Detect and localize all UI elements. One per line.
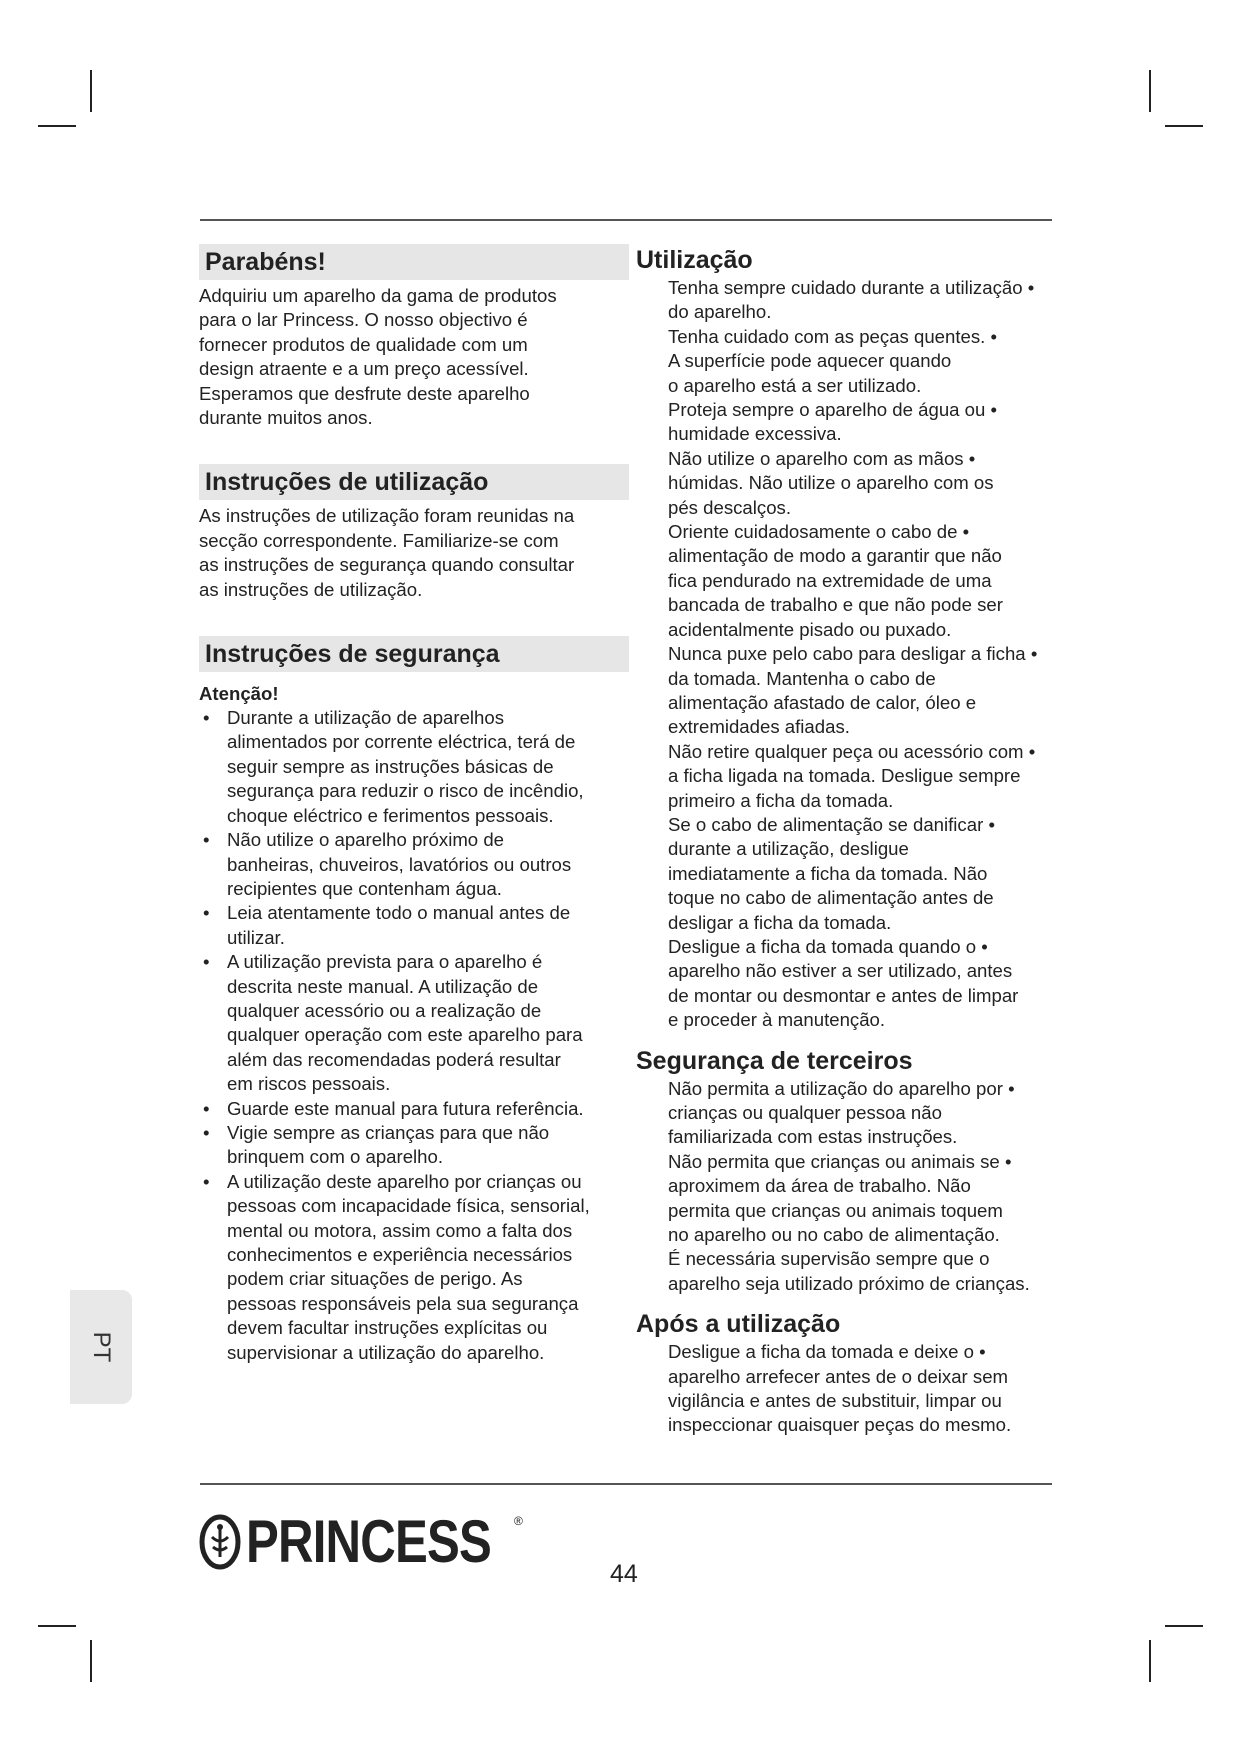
list-item: • A utilização deste aparelho por crianças ou pessoas com incapacidade física, sensorial, mental ou motora, assim como a falta dos conhecimentos e experiência necessários podem criar situações de perigo. As pessoas responsáveis pela sua segurança devem facultar instruções explícitas ou supervisionar a utilização do aparelho. bbox=[203, 1170, 590, 1363]
seguranca-terceiros-list bbox=[636, 1077, 1076, 1297]
bullet-icon: • bbox=[203, 1170, 210, 1192]
parabens-text: Adquiriu um aparelho da gama de produtos para o lar Princess. O nosso objectivo é fornecer produtos de qualidade com um design atraente e a um preço acessível. Esperamos que desfrute deste aparelho durante muitos anos. bbox=[199, 285, 557, 429]
princess-logo bbox=[198, 1508, 545, 1575]
bullet-icon: • bbox=[203, 902, 210, 924]
registered-mark: ® bbox=[514, 1514, 523, 1528]
crop-mark-br-v bbox=[1149, 1640, 1151, 1682]
section-heading-utilizacao: Utilização bbox=[636, 246, 753, 274]
list-item: Se o cabo de alimentação se danificar • durante a utilização, desligue imediatamente a ficha da tomada. Não toque no cabo de alimentação antes de desligar a ficha da tomada. bbox=[668, 813, 995, 933]
list-item: Não retire qualquer peça ou acessório com • a ficha ligada na tomada. Desligue sempre primeiro a ficha da tomada. bbox=[668, 740, 1036, 811]
apos-utilizacao-list bbox=[636, 1340, 1076, 1438]
list-item: • Não utilize o aparelho próximo de banheiras, chuveiros, lavatórios ou outros recipientes que contenham água. bbox=[203, 829, 572, 899]
bullet-icon: • bbox=[203, 951, 210, 973]
section-heading-apos-utilizacao: Após a utilização bbox=[636, 1310, 841, 1339]
list-item: Oriente cuidadosamente o cabo de • alimentação de modo a garantir que não fica pendurado na extremidade de uma bancada de trabalho e que não pode ser acidentalmente pisado ou puxado. bbox=[668, 521, 1003, 640]
top-rule bbox=[200, 219, 1052, 221]
page-number: 44 bbox=[610, 1560, 638, 1588]
list-item: • A utilização prevista para o aparelho é descrita neste manual. A utilização de qualquer acessório ou a realização de qualquer operação com este aparelho para além das recomendadas poderá resultar em riscos pessoais. bbox=[203, 951, 583, 1095]
list-item: Tenha cuidado com as peças quentes. • A superfície pode aquecer quando o aparelho está a ser utilizado. bbox=[668, 325, 998, 396]
atencao-label: Atenção! bbox=[199, 683, 279, 705]
list-item: • Guarde este manual para futura referência. bbox=[199, 1097, 629, 1121]
list-item: Não permita a utilização do aparelho por • crianças ou qualquer pessoa não familiarizada com estas instruções. bbox=[668, 1077, 1015, 1148]
princess-crest-icon bbox=[198, 1513, 242, 1571]
bullet-icon: • bbox=[203, 707, 210, 729]
section-heading-seguranca-terceiros: Segurança de terceiros bbox=[636, 1046, 913, 1075]
list-item: • Durante a utilização de aparelhos alimentados por corrente eléctrica, terá de seguir sempre as instruções básicas de segurança para reduzir o risco de incêndio, choque eléctrico e ferimentos pessoais. bbox=[203, 707, 584, 826]
list-item: Nunca puxe pelo cabo para desligar a ficha • da tomada. Mantenha o cabo de alimentação afastado de calor, óleo e extremidades afiadas. bbox=[668, 643, 1038, 738]
list-item: Proteja sempre o aparelho de água ou • humidade excessiva. bbox=[668, 399, 998, 445]
language-tab bbox=[70, 1290, 132, 1404]
language-tab-label: PT bbox=[88, 1331, 115, 1363]
left-column bbox=[199, 244, 629, 1365]
section-heading-instrucoes-seguranca: Instruções de segurança bbox=[199, 636, 629, 672]
bullet-icon: • bbox=[203, 829, 210, 851]
crop-mark-br-h bbox=[1165, 1625, 1203, 1627]
list-item: • Leia atentamente todo o manual antes de utilizar. bbox=[203, 902, 571, 948]
crop-mark-tl-v bbox=[90, 70, 92, 112]
instrucoes-utilizacao-text: As instruções de utilização foram reunidas na secção correspondente. Familiarize-se com as instruções de segurança quando consultar as instruções de utilização. bbox=[199, 505, 575, 600]
crop-mark-bl-h bbox=[38, 1625, 76, 1627]
section-heading-instrucoes-utilizacao: Instruções de utilização bbox=[199, 464, 629, 500]
utilizacao-list bbox=[636, 276, 1076, 1033]
crop-mark-tr-h bbox=[1165, 125, 1203, 127]
right-column bbox=[636, 244, 1076, 1438]
bullet-icon: • bbox=[203, 1097, 210, 1119]
crop-mark-bl-v bbox=[90, 1640, 92, 1682]
crop-mark-tr-v bbox=[1149, 70, 1151, 112]
list-item: Não utilize o aparelho com as mãos • húmidas. Não utilize o aparelho com os pés descalços. bbox=[668, 447, 994, 518]
list-item: Desligue a ficha da tomada quando o • aparelho não estiver a ser utilizado, antes de montar ou desmontar e antes de limpar e proceder à manutenção. bbox=[668, 935, 1019, 1031]
bullet-icon: • bbox=[203, 1121, 210, 1143]
list-item: Desligue a ficha da tomada e deixe o • aparelho arrefecer antes de o deixar sem vigilância e antes de substituir, limpar ou inspeccionar quaisquer peças do mesmo. bbox=[668, 1341, 1012, 1436]
list-item: É necessária supervisão sempre que o aparelho seja utilizado próximo de crianças. bbox=[668, 1248, 1030, 1294]
bottom-rule bbox=[200, 1483, 1052, 1485]
list-item: • Vigie sempre as crianças para que não brinquem com o aparelho. bbox=[203, 1121, 550, 1168]
list-item: Tenha sempre cuidado durante a utilização • do aparelho. bbox=[668, 277, 1035, 323]
brand-name: PRINCESS bbox=[246, 1508, 491, 1575]
list-item: Não permita que crianças ou animais se • aproximem da área de trabalho. Não permita que crianças ou animais toquem no aparelho ou no cabo de alimentação. bbox=[668, 1150, 1012, 1246]
crop-mark-tl-h bbox=[38, 125, 76, 127]
section-heading-parabens: Parabéns! bbox=[199, 244, 629, 280]
safety-list bbox=[199, 706, 629, 1365]
